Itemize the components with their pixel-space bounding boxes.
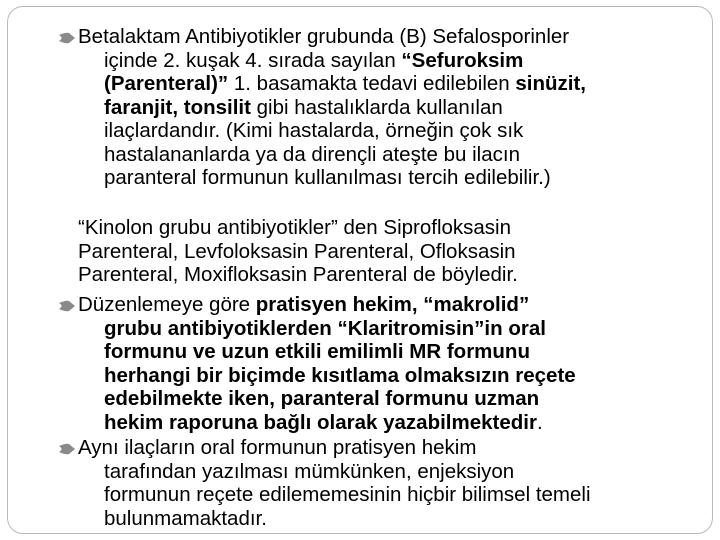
bullet-line — [78, 483, 678, 507]
bullet-paragraph-sefuroksim — [78, 25, 678, 190]
bullet-line — [78, 96, 678, 120]
bold-text: pratisyen hekim, “makrolid” — [255, 293, 530, 316]
text-run: . — [536, 410, 543, 434]
arrow-bullet-icon — [58, 300, 76, 312]
bullet-line — [78, 364, 678, 388]
plain-line: Parenteral, Moxifloksasin Parenteral de böyledir. — [78, 263, 518, 286]
bold-text: hekim raporuna bağlı olarak yazabilmektedir — [104, 410, 537, 434]
text-run: Betalaktam Antibiyotikler grubunda (B) Sefalosporinler — [78, 25, 570, 48]
bold-text: grubu antibiyotiklerden “Klaritromisin”in oral — [104, 316, 546, 340]
bullet-line — [78, 72, 678, 96]
text-run: Aynı ilaçların oral formunun pratisyen hekim — [78, 436, 477, 459]
bold-text: edebilmekte iken, paranteral formunu uzman — [104, 387, 540, 410]
bullet-paragraph-oral-form — [78, 436, 678, 530]
plain-line: “Kinolon grubu antibiyotikler” den Siprofloksasin — [78, 216, 512, 239]
bold-text: herhangi bir biçimde kısıtlama olmaksızın reçete — [104, 363, 576, 387]
bullet-line — [78, 460, 678, 484]
bullet-line — [78, 507, 678, 531]
bullet-line — [78, 143, 678, 167]
bullet-line — [78, 387, 678, 411]
arrow-bullet-icon — [58, 32, 76, 44]
text-run: 1. basamakta tedavi edilebilen — [228, 72, 516, 95]
bullet-line — [78, 119, 678, 143]
bold-text: formunu ve uzun etkili emilimli MR formunu — [104, 340, 530, 363]
bullet-line — [78, 317, 678, 341]
text-run: hastalananlarda ya da dirençli ateşte bu ilacın — [104, 142, 520, 166]
bullet-paragraph-makrolid — [78, 293, 678, 434]
text-run: Düzenlemeye göre — [78, 293, 256, 316]
plain-paragraph-kinolon — [78, 216, 698, 287]
bold-text: faranjit, tonsilit — [104, 95, 251, 119]
bullet-line — [78, 411, 678, 435]
text-run: gibi hastalıklarda kullanılan — [250, 95, 503, 119]
text-run: formunun reçete edilememesinin hiçbir bilimsel temeli — [104, 483, 591, 506]
bullet-line — [78, 49, 678, 73]
text-run: içinde 2. kuşak 4. sırada sayılan — [104, 48, 402, 72]
arrow-bullet-icon — [58, 443, 76, 455]
bullet-line — [78, 340, 678, 364]
plain-line: Parenteral, Levfoloksasin Parenteral, Ofloksasin — [78, 239, 516, 263]
bold-text: “Sefuroksim — [401, 48, 524, 72]
text-run: paranteral formunun kullanılması tercih edilebilir.) — [104, 166, 551, 189]
bullet-line — [78, 25, 678, 49]
bold-text: sinüzit, — [515, 72, 586, 95]
text-run: bulunmamaktadır. — [104, 506, 267, 530]
text-run: tarafından yazılması mümkünken, enjeksiyon — [104, 459, 515, 483]
bullet-line — [78, 166, 678, 190]
bullet-line — [78, 293, 678, 317]
bold-text: (Parenteral)” — [104, 72, 229, 95]
text-run: ilaçlardandır. (Kimi hastalarda, örneğin çok sık — [104, 119, 524, 142]
bullet-line — [78, 436, 678, 460]
